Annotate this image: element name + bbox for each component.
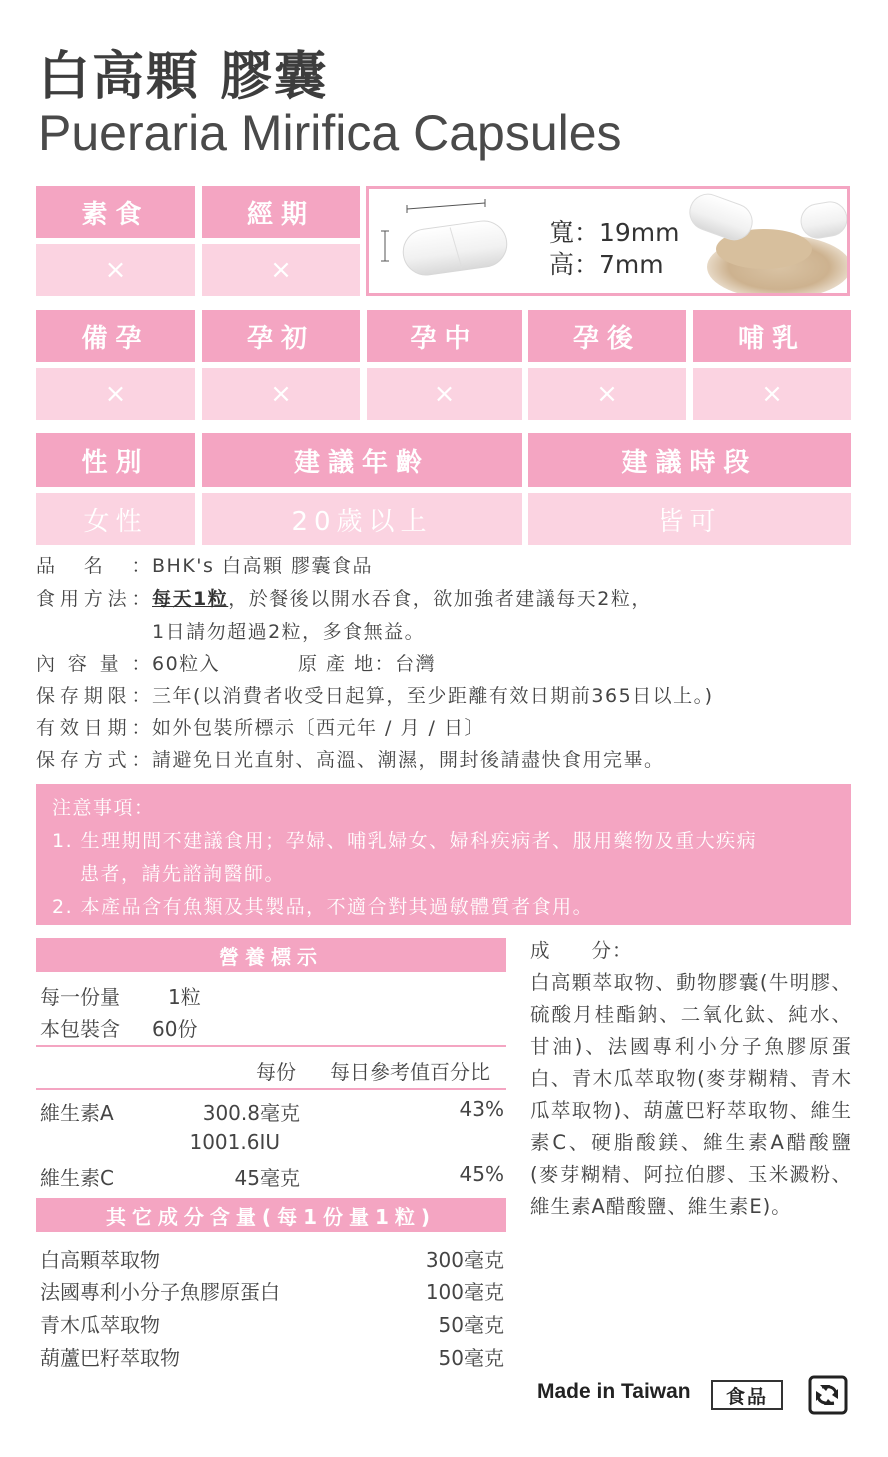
notice-item-1: 1. 生理期間不建議食用；孕婦、哺乳婦女、婦科疾病者、服用藥物及重大疾病: [52, 830, 758, 852]
nutrient-amount-iu: 1001.6IU: [189, 1130, 280, 1154]
info-expiry-label: 有效日期：: [36, 717, 152, 739]
badge-value-menstruation: ×: [202, 244, 360, 296]
info-name: [36, 550, 373, 582]
nutrient-amount: 300.8毫克: [202, 1101, 300, 1125]
badge-value-gender: 女性: [36, 493, 195, 545]
serving-size-label: 每一份量: [40, 985, 120, 1009]
badge-label-age: 建議年齡: [202, 433, 522, 487]
info-content: [36, 648, 436, 680]
other-ingredient-amount: 50毫克: [438, 1346, 504, 1370]
info-usage-value: ，於餐後以開水吞食，欲加強者建議每天2粒，: [228, 588, 652, 610]
badge-value-age: 20歲以上: [202, 493, 522, 545]
info-usage-label: 食用方法：: [36, 588, 152, 610]
info-usage-line2: 1日請勿超過2粒，多食無益。: [152, 621, 426, 643]
info-storage-value: 請避免日光直射、高溫、潮濕，開封後請盡快食用完畢。: [152, 749, 665, 771]
badge-value-vegetarian: ×: [36, 244, 195, 296]
capsule-size-panel: [366, 186, 850, 296]
serving-size-value: 1粒: [168, 985, 201, 1009]
badge-label-timing: 建議時段: [528, 433, 851, 487]
ingredients-label: 成 分：: [530, 939, 633, 962]
made-in-label: Made in Taiwan: [537, 1380, 691, 1403]
info-name-label: 品名：: [36, 555, 152, 577]
product-title-en: Pueraria Mirifica Capsules: [38, 105, 622, 161]
ingredients-block: [530, 935, 852, 1223]
product-title-zh: 白高顆 膠囊: [38, 47, 329, 107]
badge-value-preconception: ×: [36, 368, 195, 420]
badge-label-gender: 性別: [36, 433, 195, 487]
other-ingredients-title: 其它成分含量(每1份量1粒): [36, 1198, 506, 1232]
capsule-height: 高：7mm: [549, 250, 664, 279]
notice-box: [36, 784, 851, 925]
badge-value-timing: 皆可: [528, 493, 851, 545]
other-ingredient-amount: 100毫克: [425, 1280, 504, 1304]
info-shelf-label: 保存期限：: [36, 685, 152, 707]
nutrient-name: 維生素A: [40, 1101, 114, 1125]
other-ingredient-amount: 300毫克: [425, 1248, 504, 1272]
other-ingredient-name: 法國專利小分子魚膠原蛋白: [40, 1280, 280, 1304]
other-ingredient-name: 葫蘆巴籽萃取物: [40, 1346, 180, 1370]
info-storage-label: 保存方式：: [36, 749, 152, 771]
info-shelf-value: 三年(以消費者收受日起算，至少距離有效日期前365日以上。): [152, 685, 714, 707]
info-name-value: BHK's 白高顆 膠囊食品: [152, 555, 373, 577]
servings-per-pack-value: 60份: [152, 1017, 198, 1041]
other-ingredient-amount: 50毫克: [438, 1313, 504, 1337]
recycle-icon: [808, 1375, 848, 1415]
badge-label-preconception: 備孕: [36, 310, 195, 362]
info-content-label: 內容量：: [36, 653, 152, 675]
badge-value-postpartum: ×: [528, 368, 686, 420]
info-origin-label: 原 產 地：: [298, 653, 396, 675]
nutrient-name: 維生素C: [40, 1166, 114, 1190]
notice-title: 注意事項：: [52, 797, 155, 819]
badge-value-early-pregnancy: ×: [202, 368, 360, 420]
badge-value-breastfeeding: ×: [693, 368, 851, 420]
nutrient-amount: 45毫克: [234, 1166, 300, 1190]
badge-label-menstruation: 經期: [202, 186, 360, 238]
badge-label-early-pregnancy: 孕初: [202, 310, 360, 362]
info-shelf-life: [36, 680, 714, 712]
badge-label-breastfeeding: 哺乳: [693, 310, 851, 362]
nutrient-daily-value: 43%: [459, 1097, 504, 1121]
other-ingredient-name: 白高顆萃取物: [40, 1248, 160, 1272]
capsule-width: 寬：19mm: [549, 218, 680, 247]
info-usage: [36, 583, 652, 615]
badge-label-postpartum: 孕後: [528, 310, 686, 362]
servings-per-pack-label: 本包裝含: [40, 1017, 120, 1041]
column-daily-value: 每日參考值百分比: [330, 1060, 490, 1084]
ingredients-text: 白高顆萃取物、動物膠囊(牛明膠、硫酸月桂酯鈉、二氧化鈦、純水、甘油)、法國專利小分子魚膠原蛋白、青木瓜萃取物(麥芽糊精、青木瓜萃取物)、葫蘆巴籽萃取物、維生素C、硬脂酸鎂、維生素A醋酸鹽(麥芽糊精、阿拉伯膠、玉米澱粉、維生素A醋酸鹽、維生素E)。: [530, 971, 852, 1218]
nutrition-divider: [36, 1045, 506, 1047]
food-badge: 食品: [711, 1380, 783, 1410]
info-expiry-value: 如外包裝所標示〔西元年 / 月 / 日〕: [152, 717, 485, 739]
nutrition-divider: [36, 1088, 506, 1090]
info-expiry: [36, 712, 485, 744]
notice-item-1-cont: 患者，請先諮詢醫師。: [80, 863, 286, 885]
info-origin-value: 台灣: [395, 653, 437, 675]
info-usage-emphasis: 每天1粒: [152, 588, 229, 610]
nutrient-daily-value: 45%: [459, 1162, 504, 1186]
badge-label-mid-pregnancy: 孕中: [367, 310, 522, 362]
other-ingredient-name: 青木瓜萃取物: [40, 1313, 160, 1337]
capsule-dimensions: [549, 217, 680, 281]
nutrition-title: 營養標示: [36, 938, 506, 972]
column-per-serving: 每份: [256, 1060, 296, 1084]
notice-item-2: 2. 本產品含有魚類及其製品，不適合對其過敏體質者食用。: [52, 896, 594, 918]
badge-label-vegetarian: 素食: [36, 186, 195, 238]
info-storage: [36, 744, 665, 776]
badge-value-mid-pregnancy: ×: [367, 368, 522, 420]
info-content-value: 60粒入: [152, 653, 221, 675]
